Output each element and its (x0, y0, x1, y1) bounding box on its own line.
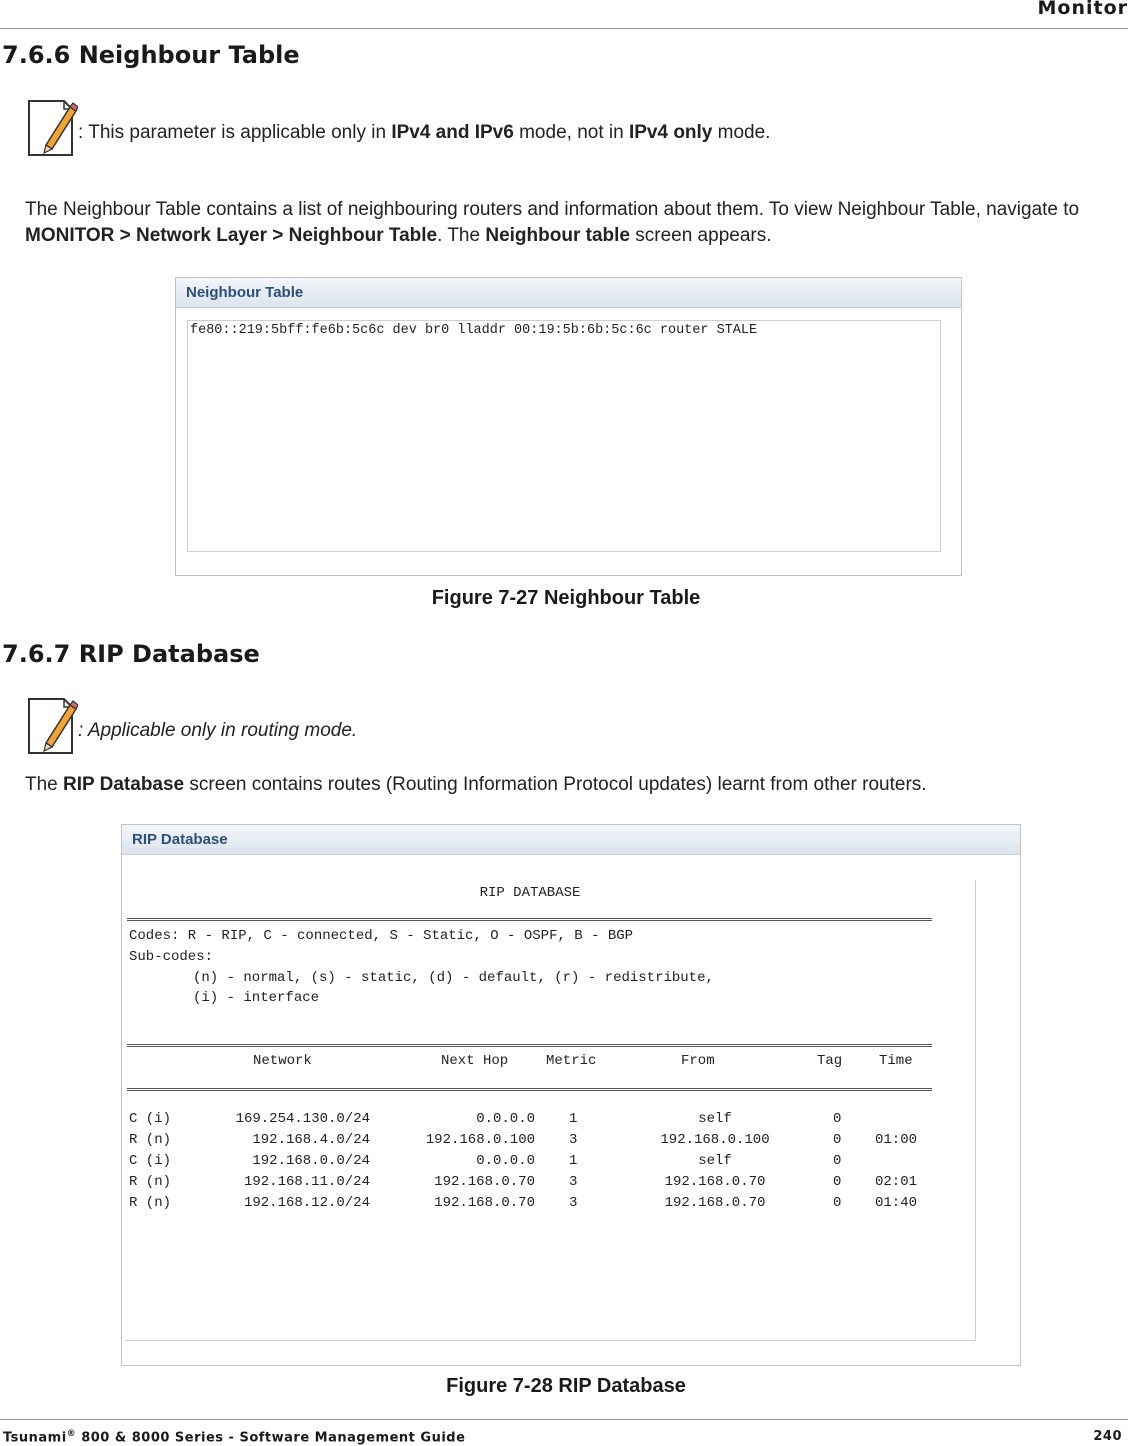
route-cell-from: 192.168.0.70 (664, 1174, 766, 1190)
route-cell-network: 192.168.12.0/24 (243, 1195, 370, 1211)
note-bold-mode: IPv4 only (628, 122, 713, 143)
route-cell-next-hop: 192.168.0.70 (434, 1195, 535, 1211)
note-pencil-icon (26, 97, 78, 157)
route-cell-code: R (n) (129, 1174, 172, 1190)
note-rip: : Applicable only in routing mode. (78, 720, 358, 741)
route-cell-code: R (n) (129, 1195, 172, 1211)
column-header-network: Network (253, 1053, 312, 1069)
note-pencil-icon (26, 695, 78, 755)
para-text: screen contains routes (Routing Information Protocol updates) learnt from other routers. (184, 774, 927, 795)
route-cell-next-hop: 192.168.0.100 (425, 1132, 535, 1148)
route-cell-code: C (i) (129, 1111, 172, 1127)
figure-caption: Figure 7-27 Neighbour Table (431, 587, 701, 609)
nav-path: MONITOR > Network Layer > Neighbour Table (25, 225, 438, 246)
rip-paragraph (25, 774, 927, 796)
route-cell-from: self (698, 1111, 732, 1127)
rip-database-panel (121, 824, 1021, 1366)
note-text: mode. (712, 122, 771, 143)
route-cell-time: 01:00 (875, 1132, 918, 1148)
footer-rule (0, 1419, 1128, 1420)
route-cell-metric: 3 (569, 1132, 578, 1148)
route-cell-next-hop: 192.168.0.70 (434, 1174, 535, 1190)
footer-guide-title (3, 1429, 465, 1445)
panel-title: RIP Database (122, 825, 1020, 855)
route-cell-network: 192.168.0.0/24 (252, 1153, 370, 1169)
product-name: Tsunami (3, 1430, 67, 1446)
note-text: : This parameter is applicable only in (78, 122, 392, 143)
section-heading-neighbour: 7.6.6 Neighbour Table (2, 41, 300, 69)
note-neighbour (78, 122, 770, 144)
para-text: The (25, 774, 64, 795)
route-cell-from: self (698, 1153, 732, 1169)
para-text: The Neighbour Table contains a list of neighbouring routers and information about them. To view Neighbour Table, navigate to (25, 199, 1080, 220)
route-cell-metric: 3 (569, 1174, 578, 1190)
para-text: screen appears. (629, 225, 772, 246)
route-cell-network: 192.168.11.0/24 (243, 1174, 370, 1190)
column-header-metric: Metric (546, 1053, 597, 1069)
route-cell-code: R (n) (129, 1132, 172, 1148)
route-cell-code: C (i) (129, 1153, 172, 1169)
route-cell-tag: 0 (833, 1153, 842, 1169)
route-cell-from: 192.168.0.100 (660, 1132, 770, 1148)
route-cell-network: 169.254.130.0/24 (235, 1111, 370, 1127)
page-number: 240 (1093, 1429, 1122, 1444)
divider (127, 918, 932, 921)
column-header-next-hop: Next Hop (441, 1053, 509, 1069)
neighbour-paragraph (25, 197, 1131, 249)
divider (127, 1088, 932, 1091)
header-rule (0, 28, 1128, 29)
route-cell-time: 01:40 (875, 1195, 918, 1211)
section-heading-rip: 7.6.7 RIP Database (2, 640, 260, 668)
guide-name: 800 & 8000 Series - Software Management Guide (76, 1430, 466, 1446)
neighbour-textarea[interactable] (187, 320, 941, 552)
neighbour-table-panel (175, 277, 962, 576)
column-header-time: Time (879, 1053, 913, 1069)
route-cell-next-hop: 0.0.0.0 (476, 1111, 535, 1127)
column-header-tag: Tag (817, 1053, 843, 1069)
route-cell-tag: 0 (833, 1111, 842, 1127)
route-cell-metric: 1 (569, 1153, 578, 1169)
neighbour-entry: fe80::219:5bff:fe6b:5c6c dev br0 lladdr 00:19:5b:6b:5c:6c router STALE (190, 323, 758, 338)
route-cell-time: 02:01 (875, 1174, 918, 1190)
column-header-from: From (681, 1053, 715, 1069)
codes-line: Codes: R - RIP, C - connected, S - Static, O - OSPF, B - BGP (129, 928, 634, 944)
route-cell-tag: 0 (833, 1195, 842, 1211)
route-cell-metric: 3 (569, 1195, 578, 1211)
route-cell-metric: 1 (569, 1111, 578, 1127)
page-header-title: Monitor (1037, 0, 1128, 19)
subcodes-line: (i) - interface (193, 990, 320, 1006)
screen-name: RIP Database (63, 774, 185, 795)
route-cell-next-hop: 0.0.0.0 (476, 1153, 535, 1169)
route-cell-tag: 0 (833, 1174, 842, 1190)
screen-name: Neighbour table (485, 225, 630, 246)
figure-caption: Figure 7-28 RIP Database (446, 1375, 686, 1397)
note-bold-mode: IPv4 and IPv6 (391, 122, 514, 143)
route-cell-tag: 0 (833, 1132, 842, 1148)
subcodes-line: (n) - normal, (s) - static, (d) - default, (r) - redistribute, (193, 970, 714, 986)
rip-textarea[interactable] (125, 880, 976, 1341)
note-text: mode, not in (513, 122, 629, 143)
panel-title: Neighbour Table (176, 278, 961, 308)
para-text: . The (437, 225, 486, 246)
registered-mark: ® (66, 1429, 77, 1439)
route-cell-network: 192.168.4.0/24 (252, 1132, 370, 1148)
subcodes-label: Sub-codes: (129, 949, 214, 965)
divider (127, 1044, 932, 1047)
db-title: RIP DATABASE (479, 885, 581, 901)
route-cell-from: 192.168.0.70 (664, 1195, 766, 1211)
